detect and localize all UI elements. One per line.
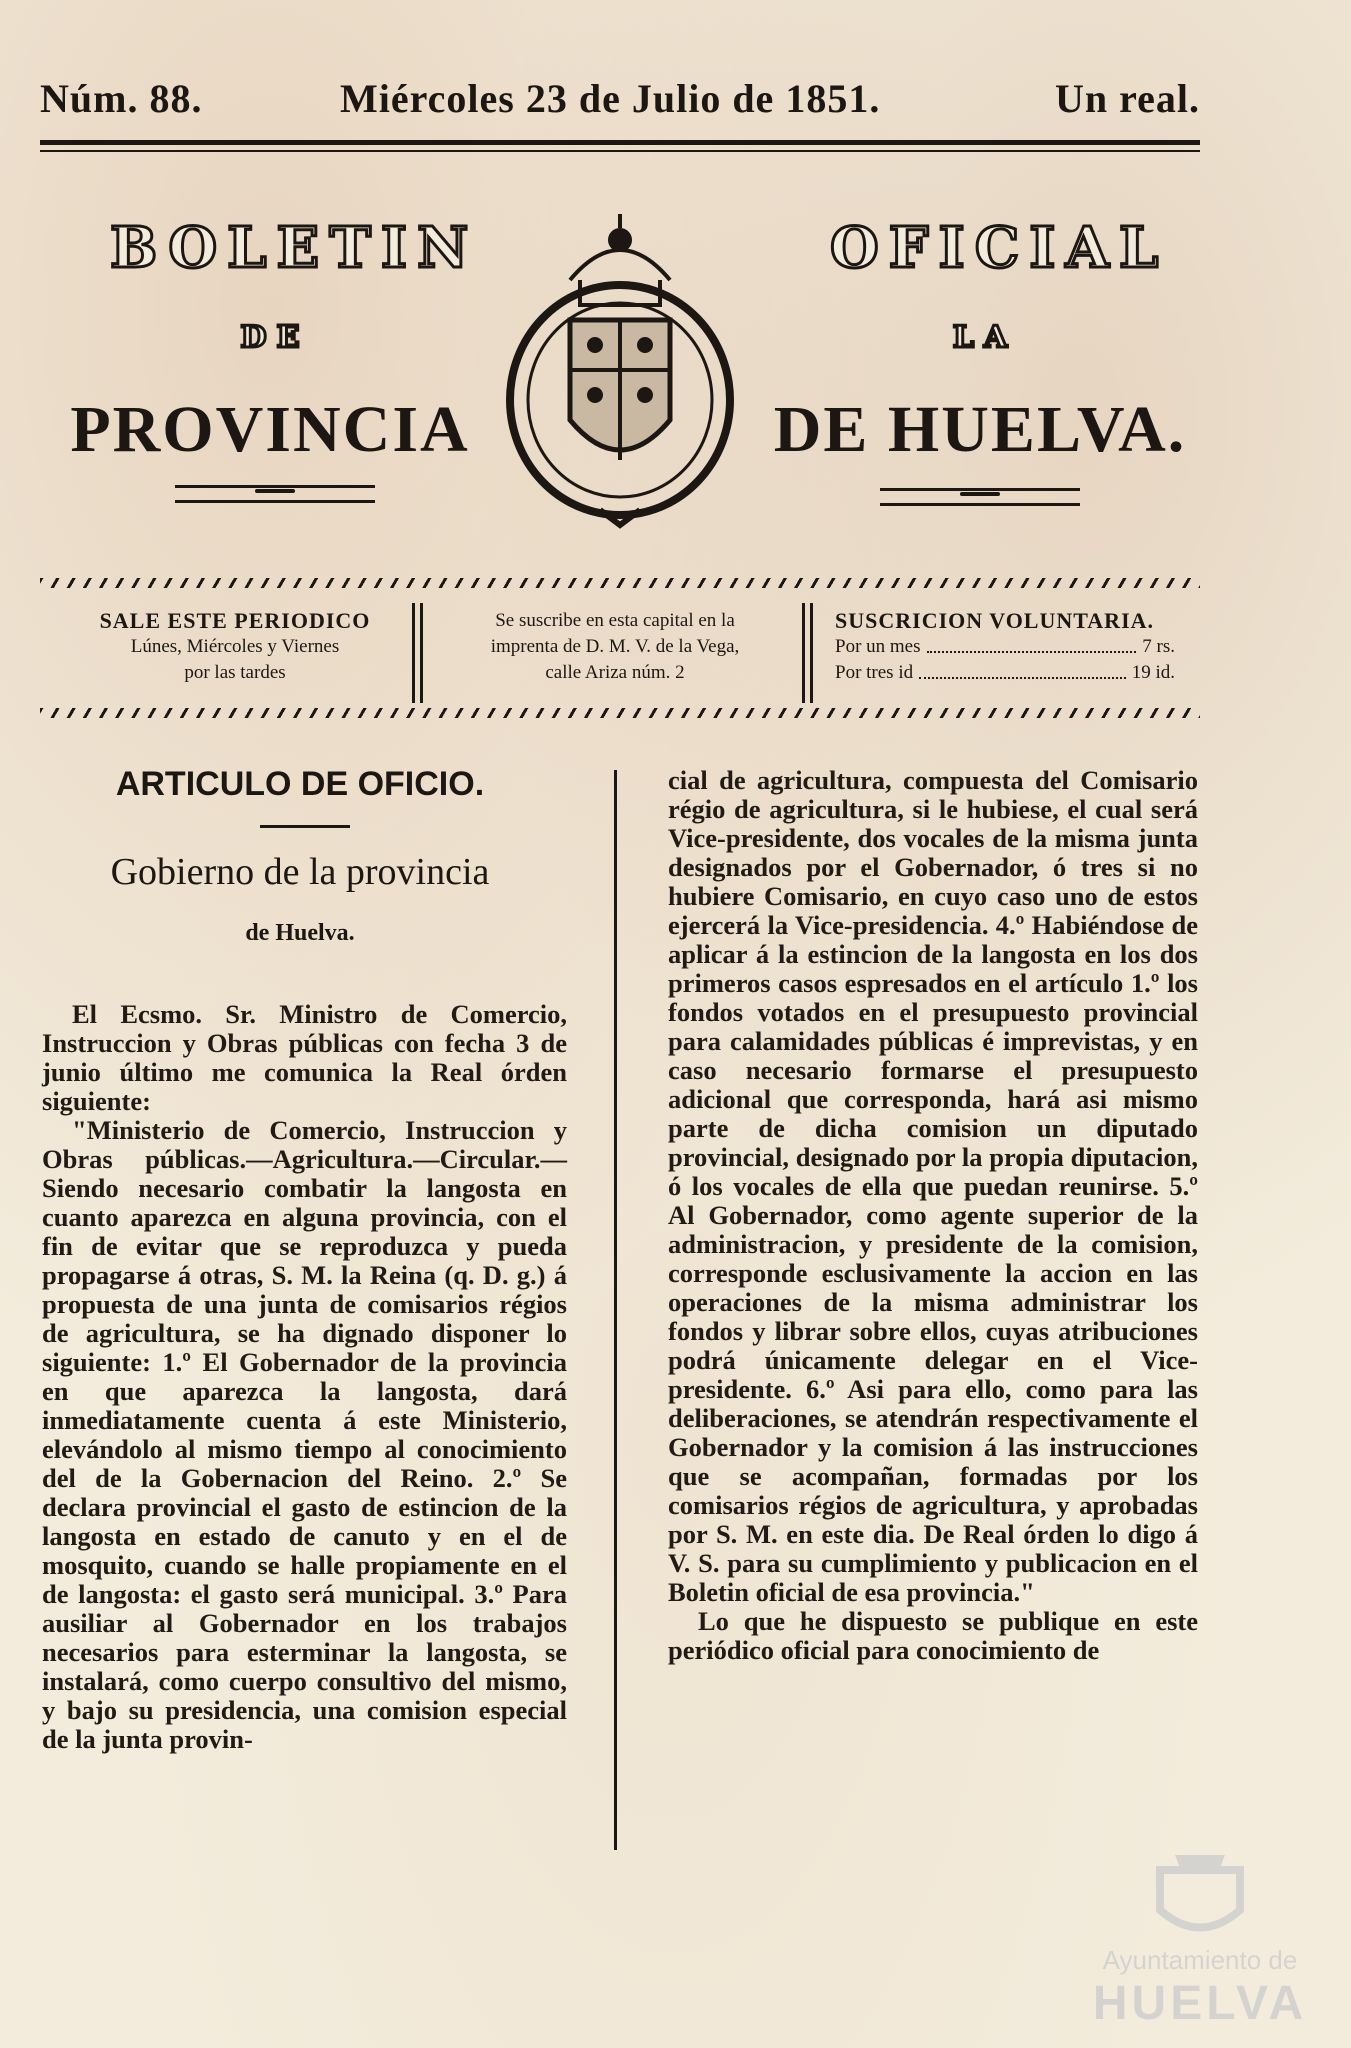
section-heading: ARTICULO DE OFICIO. <box>115 765 485 803</box>
article-paragraph: "Ministerio de Comercio, Instruccion y Obras públicas.—Agricultura.—Circular.—Siendo necesario combatir la langosta en cuanto aparezca en alguna provincia, con el fin de evitar que se reproduzca y pueda propagarse á otras, S. M. la Reina (q. D. g.) á propuesta de una junta de comisarios régios de agricultura, se ha dignado disponer lo siguiente: 1.º El Gobernador de la provincia en que aparezca la langosta, dará inmediatamente cuenta á este Ministerio, elevándolo al mismo tiempo al conocimiento del de la Gobernacion del Reino. 2.º Se declara provincial el gasto de estincion de la langosta en estado de canuto y en el de mosquito, cuando se halle propiamente en el de langosta: el gasto será municipal. 3.º Para ausiliar al Gobernador en los trabajos necesarios para esterminar la langosta, se instalará, como cuerpo consultivo del mismo, y bajo su presidencia, una comision especial de la junta provin- <box>42 1115 567 1754</box>
article-column-left <box>42 1000 567 1754</box>
heading-rule <box>260 825 350 828</box>
ayuntamiento-watermark <box>1060 1850 1340 2030</box>
periodicity-title: SALE ESTE PERIODICO <box>99 608 371 633</box>
header-rule-thick <box>40 140 1200 145</box>
watermark-line1: Ayuntamiento de <box>1102 1945 1298 1975</box>
subscription-place-line3: calle Ariza núm. 2 <box>545 662 685 683</box>
article-title: Gobierno de la provincia <box>110 851 490 893</box>
ornament-right <box>880 488 1080 506</box>
price-row-month-value: 7 rs. <box>1142 636 1175 657</box>
price-row-three-label: Por tres id <box>835 662 914 683</box>
article-subtitle: de Huelva. <box>245 920 355 946</box>
issue-price: Un real. <box>1054 76 1200 121</box>
masthead-de: DE <box>240 320 310 355</box>
watermark-line2: HUELVA <box>1092 1977 1308 2030</box>
masthead-oficial: OFICIAL <box>830 215 1169 281</box>
issue-date: Miércoles 23 de Julio de 1851. <box>340 76 881 121</box>
subscription-place-box <box>440 608 790 728</box>
masthead-provincia: PROVINCIA <box>70 393 470 466</box>
issue-header <box>40 75 1200 125</box>
box-divider <box>420 603 423 703</box>
masthead-la: LA <box>952 320 1018 355</box>
dot-leader <box>919 660 1126 679</box>
price-row-month <box>835 634 1175 660</box>
header-rule-thin <box>40 150 1200 152</box>
city-crest-icon <box>1140 1850 1260 1940</box>
subscription-price-title: SUSCRICION VOLUNTARIA. <box>835 608 1155 633</box>
masthead-de-huelva: DE HUELVA. <box>773 393 1187 466</box>
box-divider <box>412 603 415 703</box>
subscription-place-line2: imprenta de D. M. V. de la Vega, <box>490 636 740 657</box>
periodicity-box <box>70 608 400 728</box>
periodicity-time: por las tardes <box>184 662 286 683</box>
royal-coat-of-arms-icon <box>500 210 740 530</box>
column-divider <box>614 770 617 1850</box>
subscription-place-line1: Se suscribe en esta capital en la <box>495 610 735 631</box>
masthead-boletin: BOLETIN <box>110 215 479 281</box>
ornament-left <box>175 485 375 503</box>
article-paragraph: El Ecsmo. Sr. Ministro de Comercio, Instruccion y Obras públicas con fecha 3 de junio último me comunica la Real órden siguiente: <box>42 999 567 1116</box>
subscription-price-box <box>835 608 1175 728</box>
box-divider <box>810 603 813 703</box>
zigzag-border-top <box>40 578 1200 588</box>
article-column-right <box>668 766 1198 1665</box>
price-row-three <box>835 660 1175 686</box>
dot-leader <box>927 634 1137 653</box>
article-paragraph: cial de agricultura, compuesta del Comisario régio de agricultura, si le hubiese, el cual será Vice-presidente, dos vocales de la misma junta designados por el Gobernador, ó tres si no hubiere Comisario, en cuyo caso uno de estos ejercerá la Vice-presidencia. 4.º Habiéndose de aplicar á la estincion de la langosta en los dos primeros casos espresados en el artículo 1.º los fondos votados en el presupuesto provincial para calamidades públicas é imprevistas, y en caso necesario formarse el presupuesto adicional que corresponda, hará asi mismo parte de dicha comision un diputado provincial, designado por la propia diputacion, ó los vocales de ella que puedan reunirse. 5.º Al Gobernador, como agente superior de la administracion, y presidente de la comision, corresponde esclusivamente la accion en las operaciones de la misma administrar los fondos y librar sobre ellos, cuyas atribuciones podrá únicamente delegar en el Vice-presidente. 6.º Asi para ello, como para las deliberaciones, se atendrán respectivamente el Gobernador y la comision á las instrucciones que se acompañan, formadas por los comisarios régios de agricultura, y aprobadas por S. M. en este dia. De Real órden lo digo á V. S. para su cumplimiento y publicacion en el Boletin oficial de esa provincia." <box>668 765 1198 1607</box>
issue-number: Núm. 88. <box>40 76 203 121</box>
price-row-three-value: 19 id. <box>1131 662 1175 683</box>
periodicity-days: Lúnes, Miércoles y Viernes <box>130 636 340 657</box>
article-paragraph: Lo que he dispuesto se publique en este periódico oficial para conocimiento de <box>668 1606 1198 1665</box>
box-divider <box>802 603 805 703</box>
price-row-month-label: Por un mes <box>835 636 921 657</box>
